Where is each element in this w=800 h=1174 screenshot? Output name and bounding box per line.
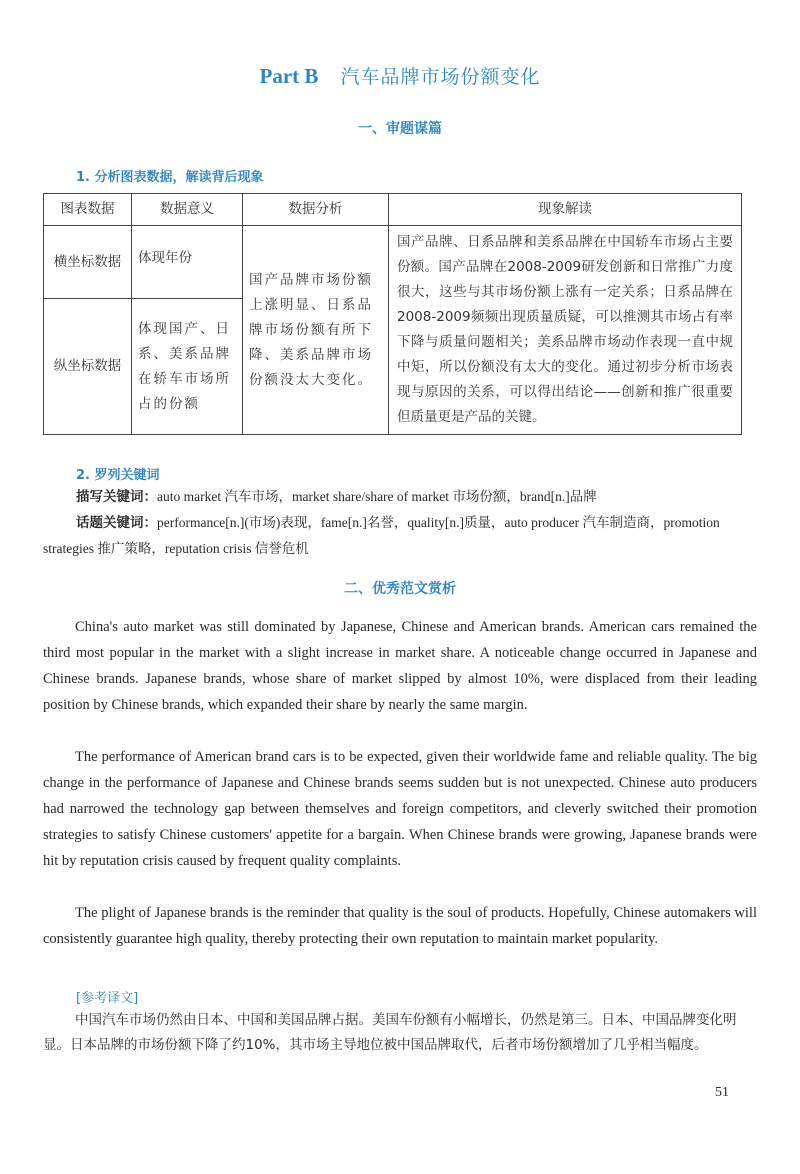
- table-row: [44, 226, 742, 299]
- table-header-row: [44, 194, 742, 226]
- subheading-analysis: 1. 分析图表数据，解读背后现象: [76, 170, 264, 185]
- topic-keywords-label: 话题关键词：: [76, 515, 157, 531]
- analysis-table: [43, 193, 742, 435]
- table-cell: 纵坐标数据: [44, 299, 132, 435]
- describe-keywords: [43, 484, 757, 510]
- table-header: 数据分析: [243, 194, 389, 226]
- topic-keywords-text: performance[n.](市场)表现，fame[n.]名誉，quality[n.]质量，auto producer 汽车制造商，promotion strategies 推广策略，reputation crisis 信誉危机: [43, 515, 720, 556]
- table-cell: 体现年份: [132, 226, 243, 299]
- part-title: 汽车品牌市场份额变化: [340, 66, 541, 88]
- table-header: 图表数据: [44, 194, 132, 226]
- translation-label: [参考译文]: [76, 991, 139, 1006]
- essay-paragraph: The performance of American brand cars is to be expected, given their worldwide fame and reliable quality. The big change in the performance of Japanese and Chinese brands seems sudden but is not unexpected. Chinese auto producers had narrowed the technology gap between themselves and foreign competitors, and cleverly switched their promotion strategies to satisfy Chinese customers' appetite for a bargain. When Chinese brands were growing, Japanese brands were hit by reputation crisis caused by frequent quality complaints.: [43, 749, 757, 869]
- page-number: 51: [715, 1085, 729, 1100]
- section-heading-1: 一、审题谋篇: [358, 121, 442, 137]
- page-title: [0, 62, 800, 89]
- table-header: 数据意义: [132, 194, 243, 226]
- table-cell-interpretation: 国产品牌、日系品牌和美系品牌在中国轿车市场占主要份额。国产品牌在2008-2009研发创新和日常推广力度很大，这些与其市场份额上涨有一定关系；日系品牌在2008-2009频频出现质量质疑，可以推测其市场占有率下降与质量问题相关；美系品牌市场动作表现一直中规中矩，所以份额没有太大的变化。通过初步分析市场表现与原因的关系，可以得出结论——创新和推广很重要但质量更是产品的关键。: [389, 226, 742, 435]
- section-heading-2: 二、优秀范文赏析: [344, 581, 456, 597]
- table-header: 现象解读: [389, 194, 742, 226]
- translation-text: 中国汽车市场仍然由日本、中国和美国品牌占据。美国车份额有小幅增长，仍然是第三。日本、中国品牌变化明显。日本品牌的市场份额下降了约10%，其市场主导地位被中国品牌取代，后者市场份额增加了几乎相当幅度。: [43, 1012, 737, 1053]
- subheading-keywords: 2. 罗列关键词: [76, 468, 160, 483]
- part-label: Part B: [259, 64, 319, 88]
- essay-paragraph: The plight of Japanese brands is the reminder that quality is the soul of products. Hopefully, Chinese automakers will consistently guarantee high quality, thereby protecting their own reputation to maintain market popularity.: [43, 905, 757, 947]
- essay-paragraph: China's auto market was still dominated by Japanese, Chinese and American brands. American cars remained the third most popular in the market with a slight increase in market share. A noticeable change occurred in Japanese and Chinese brands. Japanese brands, whose share of market slipped by almost 10%, were displaced from their leading position by Chinese brands, which expanded their share by nearly the same margin.: [43, 619, 757, 713]
- table-cell: 横坐标数据: [44, 226, 132, 299]
- describe-keywords-text: auto market 汽车市场，market share/share of market 市场份额，brand[n.]品牌: [157, 489, 597, 504]
- describe-keywords-label: 描写关键词：: [76, 489, 157, 505]
- table-cell: 体现国产、日系、美系品牌在轿车市场所占的份额: [132, 299, 243, 435]
- table-cell-analysis: 国产品牌市场份额上涨明显、日系品牌市场份额有所下降、美系品牌市场份额没太大变化。: [243, 226, 389, 435]
- topic-keywords: [43, 510, 757, 562]
